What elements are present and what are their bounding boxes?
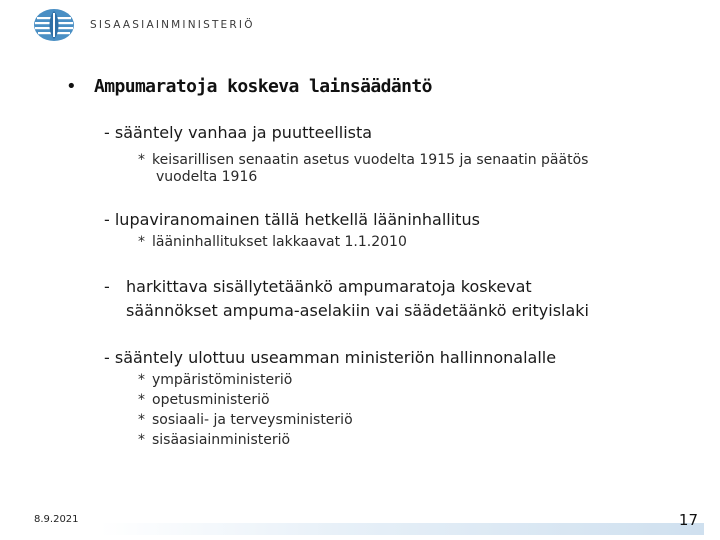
sub-list-item	[138, 152, 588, 168]
ministry-logo-icon	[32, 7, 76, 43]
sub-item-text: keisarillisen senaatin asetus vuodelta 1915 ja senaatin päätös	[152, 152, 589, 168]
list-item-dash: -	[104, 277, 110, 296]
organization-name: SISAASIAINMINISTERIÖ	[90, 19, 255, 31]
sub-item-bullet: *	[138, 432, 145, 448]
sub-item-bullet: *	[138, 392, 145, 408]
footer-date: 8.9.2021	[34, 514, 79, 525]
sub-list-item	[138, 372, 292, 388]
page-number: 17	[678, 511, 698, 529]
list-item-text: harkittava sisällytetäänkö ampumaratoja koskevat	[126, 277, 532, 296]
sub-item-text: lääninhallitukset lakkaavat 1.1.2010	[152, 234, 407, 250]
title-bullet: •	[66, 76, 77, 97]
footer-gradient-bar	[100, 523, 704, 535]
sub-list-item	[138, 234, 407, 250]
sub-item-text: sisäasiainministeriö	[152, 432, 291, 448]
slide-title	[66, 76, 432, 97]
sub-list-item	[138, 412, 353, 428]
title-text: Ampumaratoja koskeva lainsäädäntö	[94, 76, 432, 97]
sub-item-bullet: *	[138, 234, 145, 250]
sub-item-bullet: *	[138, 412, 145, 428]
sub-item-text: sosiaali- ja terveysministeriö	[152, 412, 353, 428]
list-item-continuation: säännökset ampuma-aselakiin vai säädetäänkö erityislaki	[126, 301, 589, 320]
sub-item-text: ympäristöministeriö	[152, 372, 293, 388]
list-item: - sääntely ulottuu useamman ministeriön hallinnonalalle	[104, 348, 557, 367]
sub-item-bullet: *	[138, 372, 145, 388]
sub-list-item	[138, 432, 290, 448]
list-item: - sääntely vanhaa ja puutteellista	[104, 123, 373, 142]
sub-item-bullet: *	[138, 152, 145, 168]
sub-item-text: opetusministeriö	[152, 392, 270, 408]
sub-item-continuation: vuodelta 1916	[156, 169, 258, 185]
list-item: - lupaviranomainen tällä hetkellä lääninhallitus	[104, 210, 480, 229]
sub-list-item	[138, 392, 270, 408]
